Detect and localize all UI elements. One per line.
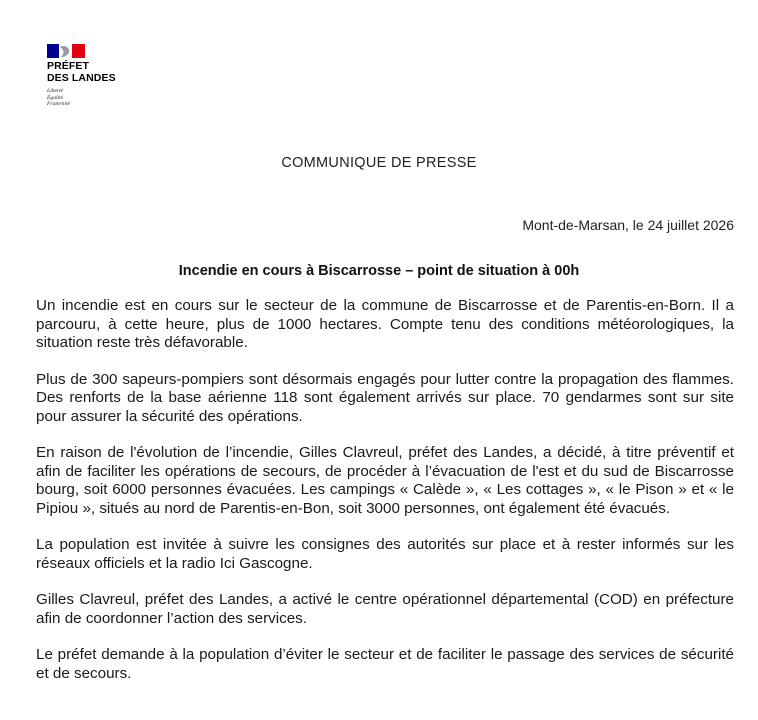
- logo-title-line2: DES LANDES: [47, 71, 116, 84]
- motto-liberte: Liberté: [47, 88, 64, 94]
- dateline: Mont-de-Marsan, le 24 juillet 2026: [522, 217, 734, 233]
- paragraph-resources: Plus de 300 sapeurs-pompiers sont désormais engagés pour lutter contre la propagation des flammes. Des renforts de la base aérienne 118 sont également arrivés sur place. 70 gendarmes sont sur site pour assurer la sécurité des opérations.: [36, 370, 734, 425]
- press-release-body: [36, 297, 734, 701]
- marianne-icon: [47, 44, 85, 58]
- paragraph-fire-status: Un incendie est en cours sur le secteur de la commune de Biscarrosse et de Parentis-en-Born. Il a parcouru, à cette heure, plus de 1000 hectares. Compte tenu des conditions météorologiques, la situation reste très défavorable.: [36, 297, 734, 351]
- paragraph-cod-activation: Gilles Clavreul, préfet des Landes, a activé le centre opérationnel départemental (COD) en préfecture afin de coordonner l’action des services.: [36, 591, 734, 627]
- motto-egalite: Égalité: [47, 94, 64, 101]
- headline: Incendie en cours à Biscarrosse – point de situation à 00h: [178, 263, 580, 279]
- paragraph-evacuation: En raison de l'évolution de l’incendie, Gilles Clavreul, préfet des Landes, a décidé, à titre préventif et afin de faciliter les opérations de secours, de procéder à l’évacuation de l'est et du sud de Biscarrosse bourg, soit 6000 personnes évacuées. Les campings « Calède », « Les cottages », « le Pison » et « le Pipiou », situés au nord de Parentis-en-Bon, soit 3000 personnes, ont également été évacués.: [36, 444, 734, 517]
- logo-title: [47, 61, 167, 84]
- prefecture-logo: [47, 44, 167, 108]
- paragraph-public-instructions: La population est invitée à suivre les consignes des autorités sur place et à rester informés sur les réseaux officiels et la radio Ici Gascogne.: [36, 536, 734, 572]
- motto-fraternite: Fraternité: [47, 101, 70, 108]
- republic-motto: [47, 88, 167, 108]
- logo-title-line1: PRÉFET: [47, 60, 90, 72]
- paragraph-avoid-area: Le préfet demande à la population d’éviter le secteur et de faciliter le passage des services de sécurité et de secours.: [36, 646, 734, 682]
- press-release-title: COMMUNIQUE DE PRESSE: [281, 155, 477, 171]
